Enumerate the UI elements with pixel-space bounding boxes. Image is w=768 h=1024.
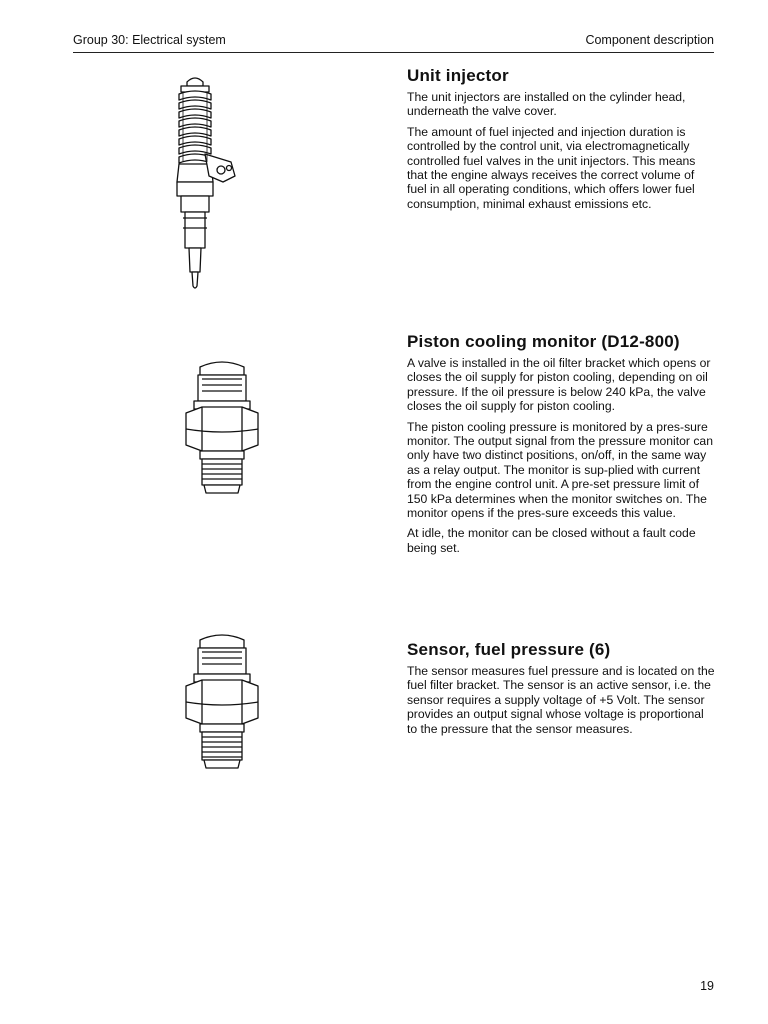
section-title: Piston cooling monitor (D12-800) [407,332,680,351]
unit-injector-illustration [165,72,245,297]
piston-cooling-monitor-illustration [180,355,265,505]
section-unit-injector [407,66,717,217]
section-paragraph: The unit injectors are installed on the cylinder head, underneath the valve cover. [407,90,686,119]
section-title: Sensor, fuel pressure (6) [407,640,611,659]
header-rule [73,52,714,53]
page-header [73,33,714,51]
section-paragraph: The piston cooling pressure is monitored by a pres-sure monitor. The output signal from the pressure monitor can only have two distinct positions, on/off, in the same way as a relay output. The monitor is sup-plied with current from the engine control unit. A pre-set pressure limit of 150 kPa determines when the monitor switches on. The monitor opens if the pres-sure exceeds this value. [407,419,713,521]
section-fuel-pressure-sensor [407,640,717,742]
fuel-pressure-sensor-illustration [180,628,265,778]
section-paragraph: At idle, the monitor can be closed without a fault code being set. [407,526,696,555]
section-paragraph: A valve is installed in the oil filter bracket which opens or closes the oil supply for piston cooling, depending on oil pressure. If the oil pressure is below 240 kPa, the valve closes the oil supply for piston cooling. [407,356,711,414]
section-title: Unit injector [407,66,509,85]
header-left: Group 30: Electrical system [73,33,226,47]
header-right: Component description [585,33,714,47]
section-paragraph: The amount of fuel injected and injection duration is controlled by the control unit, via electromagnetically controlled fuel valves in the unit injectors. This means that the engine always receives the correct volume of fuel in all operating conditions, which offers lower fuel consumption, minimal exhaust emissions etc. [407,124,696,211]
section-paragraph: The sensor measures fuel pressure and is located on the fuel filter bracket. The sensor is an active sensor, i.e. the sensor requires a supply voltage of +5 Volt. The sensor provides an output signal whose voltage is proportional to the pressure that the sensor measures. [407,664,715,736]
section-piston-cooling-monitor [407,332,717,561]
page-number: 19 [700,979,714,993]
